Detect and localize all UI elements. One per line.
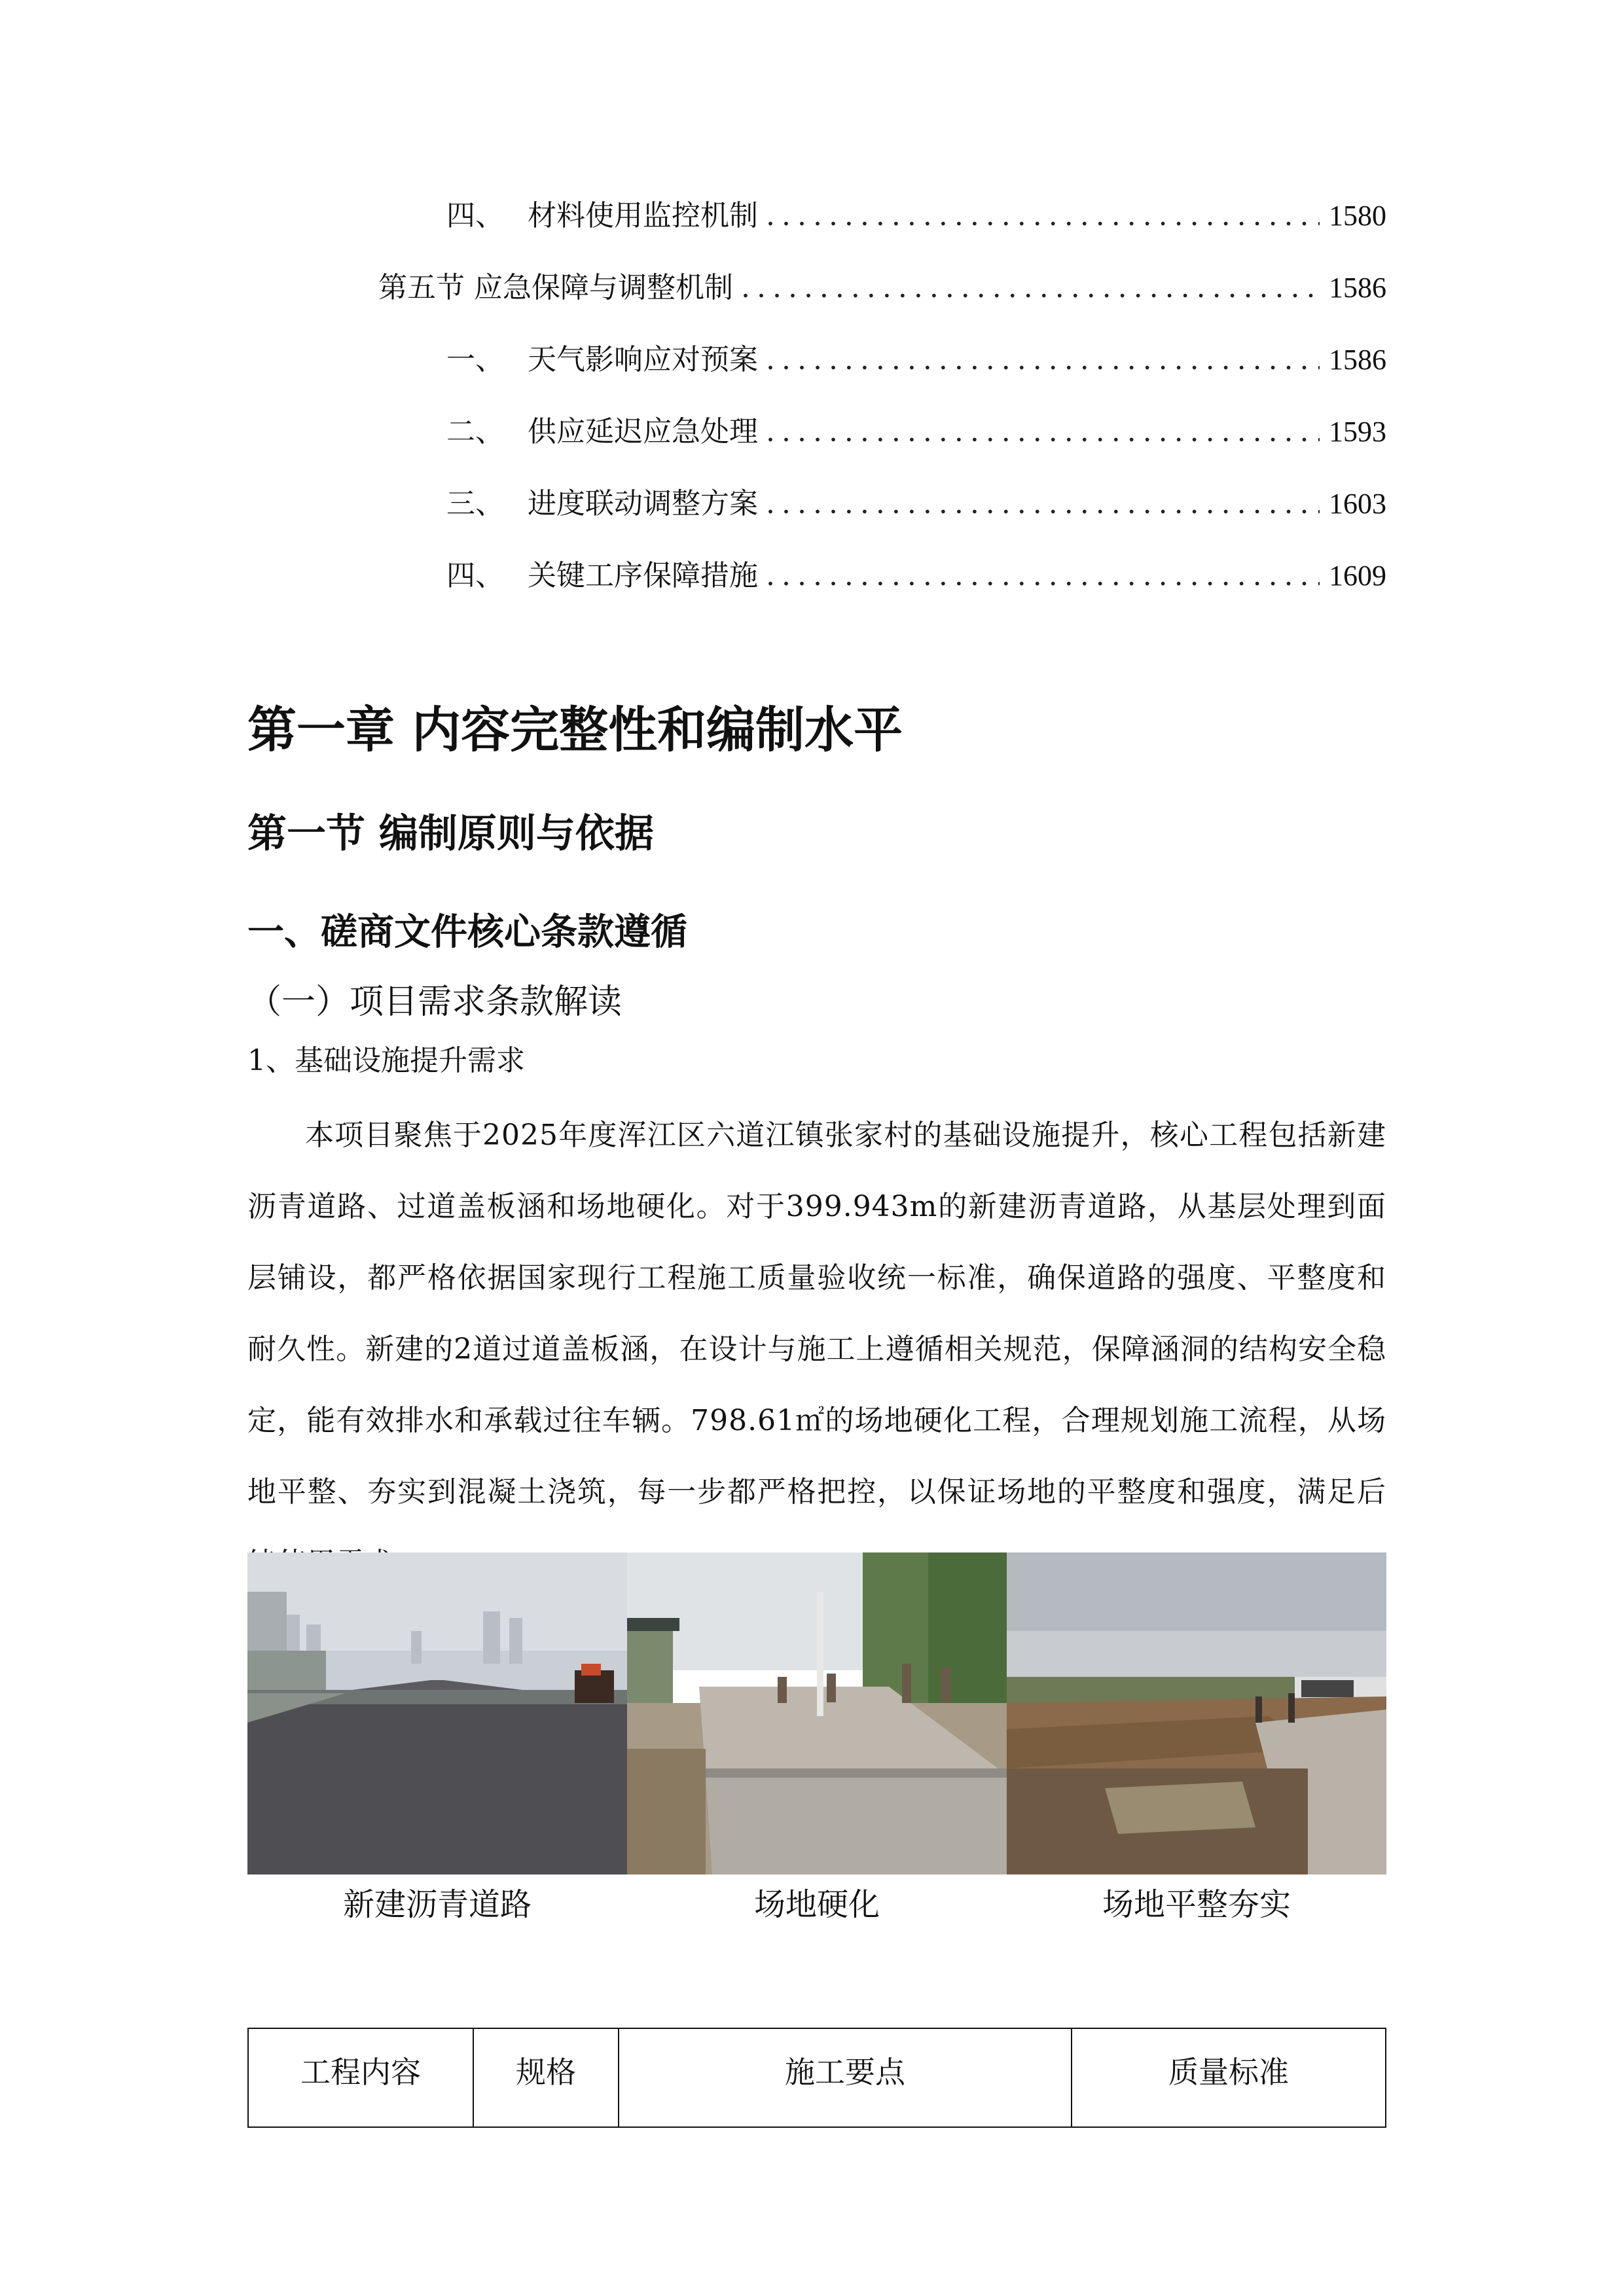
asphalt-road-photo xyxy=(247,1552,627,1874)
table-header-cell: 规格 xyxy=(473,2028,619,2127)
toc-entry-page: 1603 xyxy=(1329,488,1386,520)
toc-leader-dots xyxy=(766,196,1320,236)
section-title: 第一节 编制原则与依据 xyxy=(247,811,654,857)
toc-entry-number: 二、 xyxy=(446,415,504,448)
toc-entry[interactable] xyxy=(446,484,1386,524)
toc-entry-title: 材料使用监控机制 xyxy=(528,199,758,232)
toc-entry-title: 第五节 应急保障与调整机制 xyxy=(378,271,733,304)
toc-entry[interactable] xyxy=(446,340,1386,380)
photo-captions xyxy=(247,1878,1386,1931)
concrete-paving-photo xyxy=(627,1552,1007,1874)
table-header-cell: 工程内容 xyxy=(248,2028,473,2127)
toc-entry-page: 1609 xyxy=(1329,560,1386,592)
point-title: 1、基础设施提升需求 xyxy=(247,1044,525,1077)
toc-entry-page: 1593 xyxy=(1329,416,1386,448)
toc-entry-title: 进度联动调整方案 xyxy=(528,487,758,520)
toc-leader-dots xyxy=(766,556,1320,596)
item-title: （一）项目需求条款解读 xyxy=(247,982,623,1022)
toc-entry[interactable] xyxy=(446,412,1386,452)
toc-entry-number: 四、 xyxy=(446,199,504,232)
table-header-cell: 质量标准 xyxy=(1072,2028,1386,2127)
photo-caption: 新建沥青道路 xyxy=(342,1886,532,1923)
toc-entry-title: 天气影响应对预案 xyxy=(528,343,758,376)
toc-entry-title: 供应延迟应急处理 xyxy=(528,415,758,448)
site-leveling-photo xyxy=(1007,1552,1386,1874)
toc-entry-page: 1586 xyxy=(1329,344,1386,376)
toc-entry[interactable] xyxy=(446,196,1386,236)
toc-entry[interactable] xyxy=(446,556,1386,596)
table-header-cell: 施工要点 xyxy=(619,2028,1072,2127)
toc-entry-page: 1580 xyxy=(1329,200,1386,232)
subsection-title: 一、磋商文件核心条款遵循 xyxy=(247,911,687,954)
project-table xyxy=(247,2028,1386,2128)
toc-leader-dots xyxy=(766,412,1320,452)
toc-entry-number: 一、 xyxy=(446,343,504,376)
toc-entry-number: 四、 xyxy=(446,559,504,592)
toc-entry-number: 三、 xyxy=(446,487,504,520)
body-paragraph: 本项目聚焦于2025年度浑江区六道江镇张家村的基础设施提升，核心工程包括新建沥青道路、过道盖板涵和场地硬化。对于399.943m的新建沥青道路，从基层处理到面层铺设，都严格依据国家现行工程施工质量验收统一标准，确保道路的强度、平整度和耐久性。新建的2道过道盖板涵，在设计与施工上遵循相关规范，保障涵洞的结构安全稳定，能有效排水和承载过往车辆。798.61㎡的场地硬化工程，合理规划施工流程，从场地平整、夯实到混凝土浇筑，每一步都严格把控，以保证场地的平整度和强度，满足后 xyxy=(247,1119,1386,1509)
photo-caption: 场地平整夯实 xyxy=(1102,1886,1291,1923)
toc-leader-dots xyxy=(766,340,1320,380)
toc-entry-title: 关键工序保障措施 xyxy=(528,559,758,592)
toc-leader-dots xyxy=(766,484,1320,524)
toc-entry[interactable] xyxy=(378,268,1386,308)
photo-strip xyxy=(247,1552,1386,1874)
toc-leader-dots xyxy=(741,268,1320,308)
toc-entry-page: 1586 xyxy=(1329,272,1386,304)
chapter-title: 第一章 内容完整性和编制水平 xyxy=(247,701,903,759)
table-header-row xyxy=(248,2028,1386,2127)
photo-caption: 场地硬化 xyxy=(753,1886,880,1923)
